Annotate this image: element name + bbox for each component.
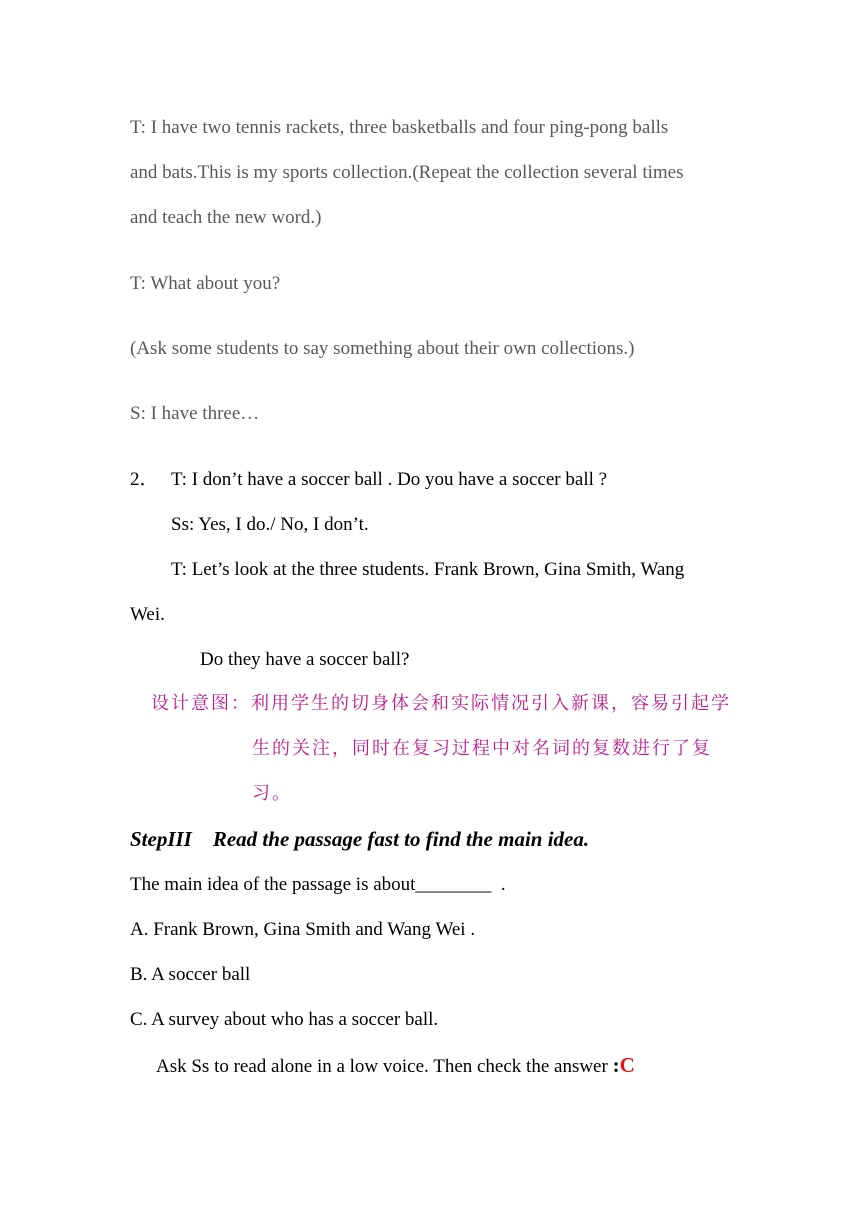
teacher-line-2: and bats.This is my sports collection.(Repeat the collection several times bbox=[130, 162, 684, 183]
do-they-question: Do they have a soccer ball? bbox=[200, 649, 410, 670]
teacher-look-line-1: T: Let’s look at the three students. Frank Brown, Gina Smith, Wang bbox=[171, 559, 685, 580]
option-a: A. Frank Brown, Gina Smith and Wang Wei . bbox=[130, 919, 476, 940]
teacher-what-about: T: What about you? bbox=[130, 273, 281, 294]
instruction-line bbox=[156, 1053, 635, 1079]
students-answer: Ss: Yes, I do./ No, I don’t. bbox=[171, 514, 369, 535]
answer-letter: C bbox=[619, 1053, 635, 1077]
item-number-2: 2． bbox=[130, 469, 159, 490]
design-intent-line-1: 设计意图：利用学生的切身体会和实际情况引入新课，容易引起学 bbox=[151, 693, 731, 714]
instruction-text: Ask Ss to read alone in a low voice. Then check the answer bbox=[156, 1056, 613, 1077]
teacher-question: T: I don’t have a soccer ball . Do you have a soccer ball ? bbox=[171, 469, 608, 490]
ask-students-note: (Ask some students to say something about their own collections.) bbox=[130, 338, 635, 359]
answer-colon: : bbox=[612, 1053, 620, 1077]
teacher-line-3: and teach the new word.) bbox=[130, 207, 322, 228]
option-b: B. A soccer ball bbox=[130, 964, 251, 985]
main-idea-question: The main idea of the passage is about________ . bbox=[130, 874, 506, 895]
teacher-line-1: T: I have two tennis rackets, three basketballs and four ping-pong balls bbox=[130, 117, 669, 138]
student-answer: S: I have three… bbox=[130, 403, 260, 424]
teacher-look-line-2: Wei. bbox=[130, 604, 165, 625]
design-intent-line-2: 生的关注，同时在复习过程中对名词的复数进行了复 bbox=[252, 738, 712, 759]
design-intent-line-3: 习。 bbox=[252, 783, 292, 804]
step3-heading: StepIII Read the passage fast to find the main idea. bbox=[130, 827, 590, 851]
option-c: C. A survey about who has a soccer ball. bbox=[130, 1009, 439, 1030]
